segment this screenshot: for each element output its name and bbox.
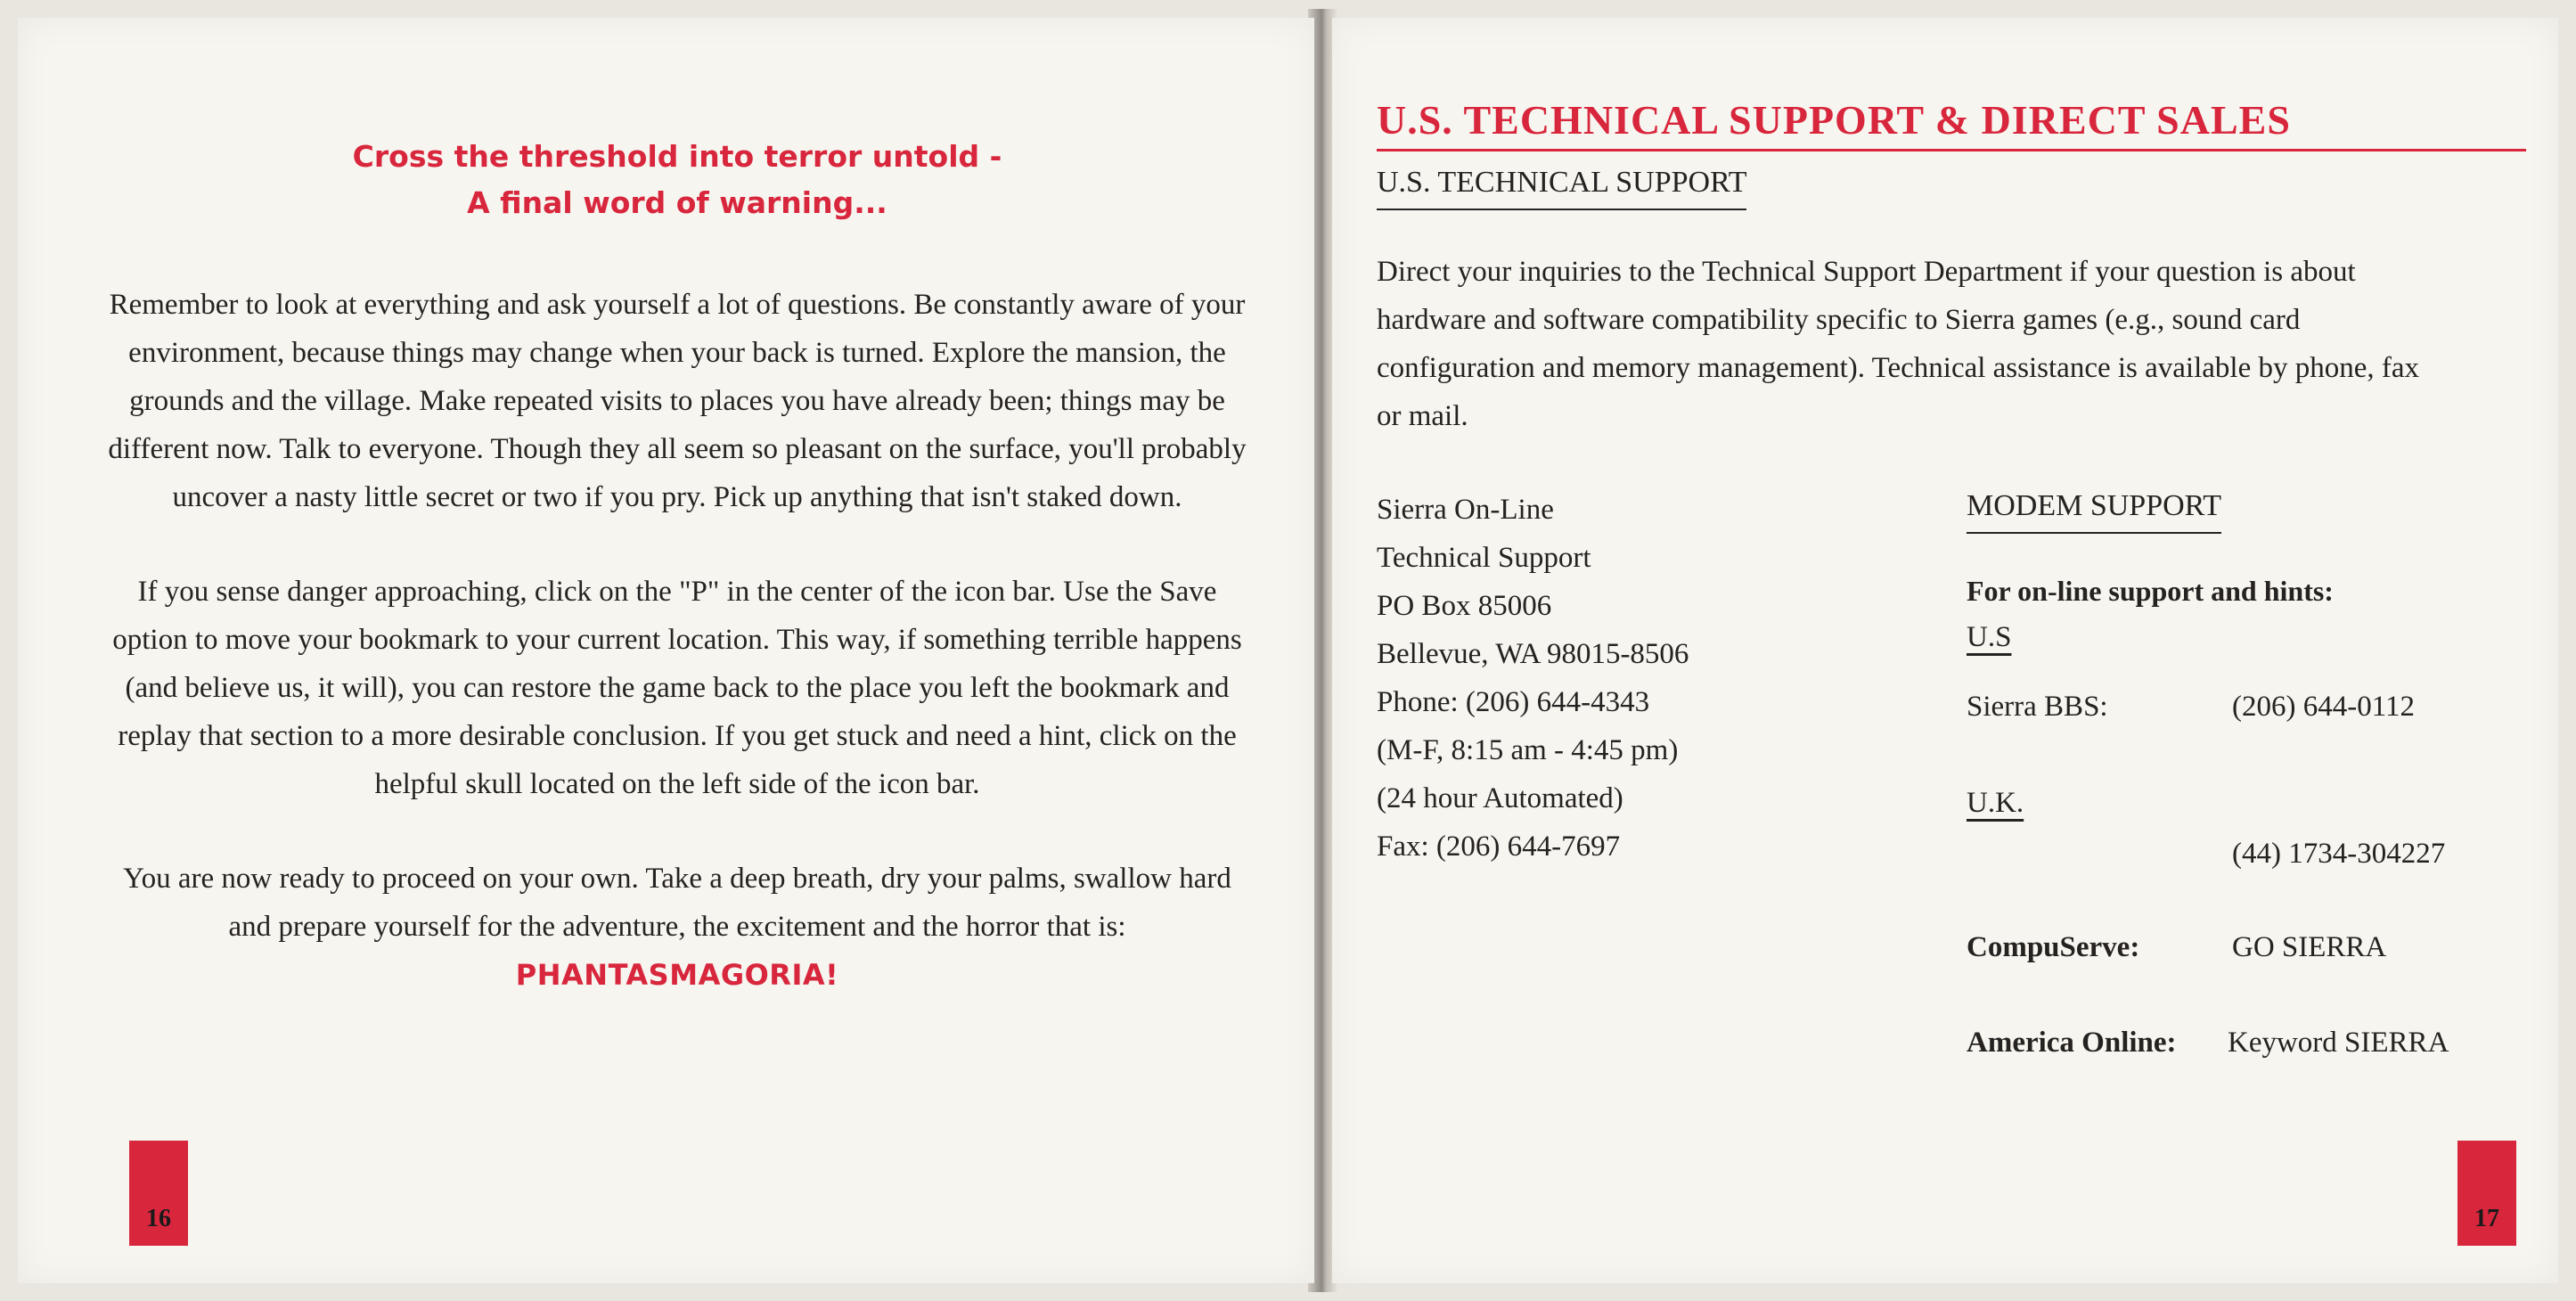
- fax-number: Fax: (206) 644-7697: [1377, 831, 1621, 863]
- aol-value: Keyword SIERRA: [2228, 1027, 2449, 1059]
- phone-automated-note: (24 hour Automated): [1377, 782, 1623, 814]
- address-po-box: PO Box 85006: [1377, 590, 1552, 622]
- warning-heading-line1: Cross the threshold into terror untold -: [352, 139, 1002, 174]
- sierra-bbs-number: (206) 644-0112: [2232, 691, 2415, 723]
- section-title: U.S. TECHNICAL SUPPORT & DIRECT SALES: [1377, 96, 2526, 151]
- paragraph-save-hint: If you sense danger approaching, click on the "P" in the center of the icon bar. Use the Save option to move your bookmark to your current location. This way, if something terrible happens (and believe us, it will), you can restore the game back to the place you left the bookmark and replay that section to a more desirable conclusion. If you get stuck and need a hint, click on the helpful skull located on the left side of the icon bar.: [112, 576, 1242, 800]
- modem-support-heading: MODEM SUPPORT: [1967, 489, 2221, 534]
- address-department: Technical Support: [1377, 542, 1591, 574]
- page-number-left: 16: [129, 1141, 188, 1246]
- phone-number: Phone: (206) 644-4343: [1377, 686, 1650, 718]
- compuserve-value: GO SIERRA: [2232, 931, 2387, 963]
- region-us-label: U.S: [1967, 621, 2012, 653]
- mailing-address-block: [1377, 486, 1876, 871]
- phantasmagoria-closing: PHANTASMAGORIA!: [515, 958, 839, 992]
- uk-number: (44) 1734-304227: [2232, 838, 2446, 870]
- sierra-bbs-label: Sierra BBS:: [1967, 691, 2108, 723]
- region-uk-label: U.K.: [1967, 787, 2024, 819]
- address-city: Bellevue, WA 98015-8506: [1377, 638, 1689, 670]
- compuserve-label: CompuServe:: [1967, 931, 2140, 963]
- us-technical-support-heading: U.S. TECHNICAL SUPPORT: [1377, 166, 1746, 210]
- warning-heading-line2: A final word of warning...: [467, 185, 887, 220]
- support-intro-paragraph: Direct your inquiries to the Technical Support Department if your question is about hardware and software compatibility specific to Sierra games (e.g., sound card configuration and memory management). Technical assistance is available by phone, fax or mail.: [1377, 256, 2420, 432]
- aol-label: America Online:: [1967, 1027, 2177, 1059]
- page-number-right: 17: [2457, 1141, 2516, 1246]
- paragraph-proceed: You are now ready to proceed on your own. Take a deep breath, dry your palms, swallow hard and prepare yourself for the adventure, the excitement and the horror that is:: [123, 863, 1231, 943]
- phone-hours: (M-F, 8:15 am - 4:45 pm): [1377, 734, 1679, 766]
- paragraph-look-everything: Remember to look at everything and ask yourself a lot of questions. Be constantly aware of your environment, because things may change when your back is turned. Explore the mansion, the grounds and the village. Make repeated visits to places you have already been; things may be different now. Talk to everyone. Though they all seem so pleasant on the surface, you'll probably uncover a nasty little secret or two if you pry. Pick up anything that isn't staked down.: [108, 289, 1247, 513]
- online-support-label: For on-line support and hints:: [1967, 575, 2334, 607]
- address-company: Sierra On-Line: [1377, 494, 1554, 526]
- warning-heading: [107, 134, 1247, 226]
- left-body: [102, 281, 1252, 999]
